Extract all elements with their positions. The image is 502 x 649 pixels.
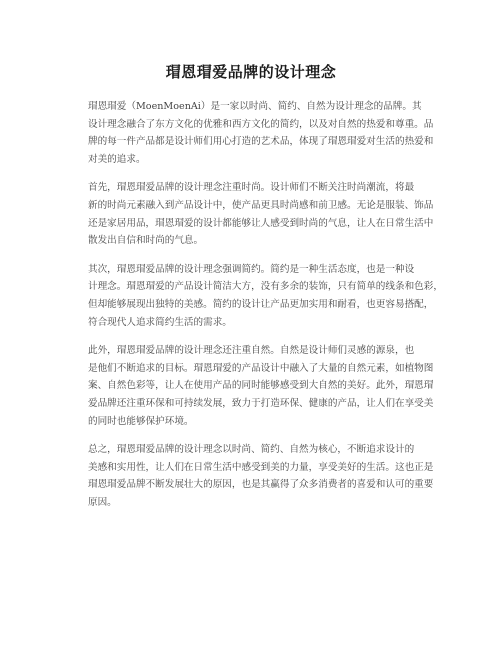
- paragraph-line: 原因。: [88, 496, 117, 508]
- paragraph-line: 是他们不断追求的目标。瑁恩瑁爱的产品设计中融入了大量的自然元素，如植物图: [88, 362, 434, 374]
- paragraph-line: 符合现代人追求简约生活的需求。: [88, 316, 232, 328]
- paragraph-conclusion: [88, 441, 434, 511]
- paragraph-fashion: [88, 179, 434, 249]
- paragraph-intro: [88, 98, 434, 168]
- paragraph-line: 首先，瑁恩瑁爱品牌的设计理念注重时尚。设计师们不断关注时尚潮流，将最: [88, 182, 415, 194]
- paragraph-line: 新的时尚元素融入到产品设计中，使产品更具时尚感和前卫感。无论是服装、饰品: [88, 199, 434, 211]
- paragraph-line: 此外，瑁恩瑁爱品牌的设计理念还注重自然。自然是设计师们灵感的源泉，也: [88, 345, 415, 357]
- paragraph-line: 其次，瑁恩瑁爱品牌的设计理念强调简约。简约是一种生活态度，也是一种设: [88, 263, 415, 275]
- document-body: [88, 98, 443, 522]
- paragraph-line: 散发出自信和时尚的气息。: [88, 235, 204, 247]
- paragraph-line: 爱品牌还注重环保和可持续发展，致力于打造环保、健康的产品，让人们在享受美: [88, 397, 434, 409]
- paragraph-line: 牌的每一件产品都是设计师们用心打造的艺术品，体现了瑁恩瑁爱对生活的热爱和: [88, 136, 434, 148]
- paragraph-line: 瑁恩瑁爱（MoenMoenAi）是一家以时尚、简约、自然为设计理念的品牌。其: [88, 101, 422, 112]
- paragraph-nature: [88, 342, 434, 430]
- paragraph-simplicity: [88, 261, 443, 331]
- paragraph-line: 瑁恩瑁爱品牌不断发展壮大的原因，也是其赢得了众多消费者的喜爱和认可的重要: [88, 479, 434, 491]
- paragraph-line: 但却能够展现出独特的美感。简约的设计让产品更加实用和耐看，也更容易搭配，: [88, 298, 434, 310]
- paragraph-line: 设计理念融合了东方文化的优雅和西方文化的简约，以及对自然的热爱和尊重。品: [88, 118, 434, 130]
- paragraph-line: 还是家居用品，瑁恩瑁爱的设计都能够让人感受到时尚的气息，让人在日常生活中: [88, 217, 434, 229]
- paragraph-line: 计理念。瑁恩瑁爱的产品设计简洁大方，没有多余的装饰，只有简单的线条和色彩，: [88, 281, 443, 293]
- paragraph-line: 案、自然色彩等，让人在使用产品的同时能够感受到大自然的美好。此外，瑁恩瑁: [88, 380, 434, 392]
- paragraph-line: 总之，瑁恩瑁爱品牌的设计理念以时尚、简约、自然为核心，不断追求设计的: [88, 444, 415, 456]
- paragraph-line: 美感和实用性，让人们在日常生活中感受到美的力量，享受美好的生活。这也正是: [88, 461, 434, 473]
- paragraph-line: 对美的追求。: [88, 153, 146, 165]
- document-title: 瑁恩瑁爱品牌的设计理念: [165, 63, 337, 81]
- paragraph-line: 的同时也能够保护环境。: [88, 415, 194, 427]
